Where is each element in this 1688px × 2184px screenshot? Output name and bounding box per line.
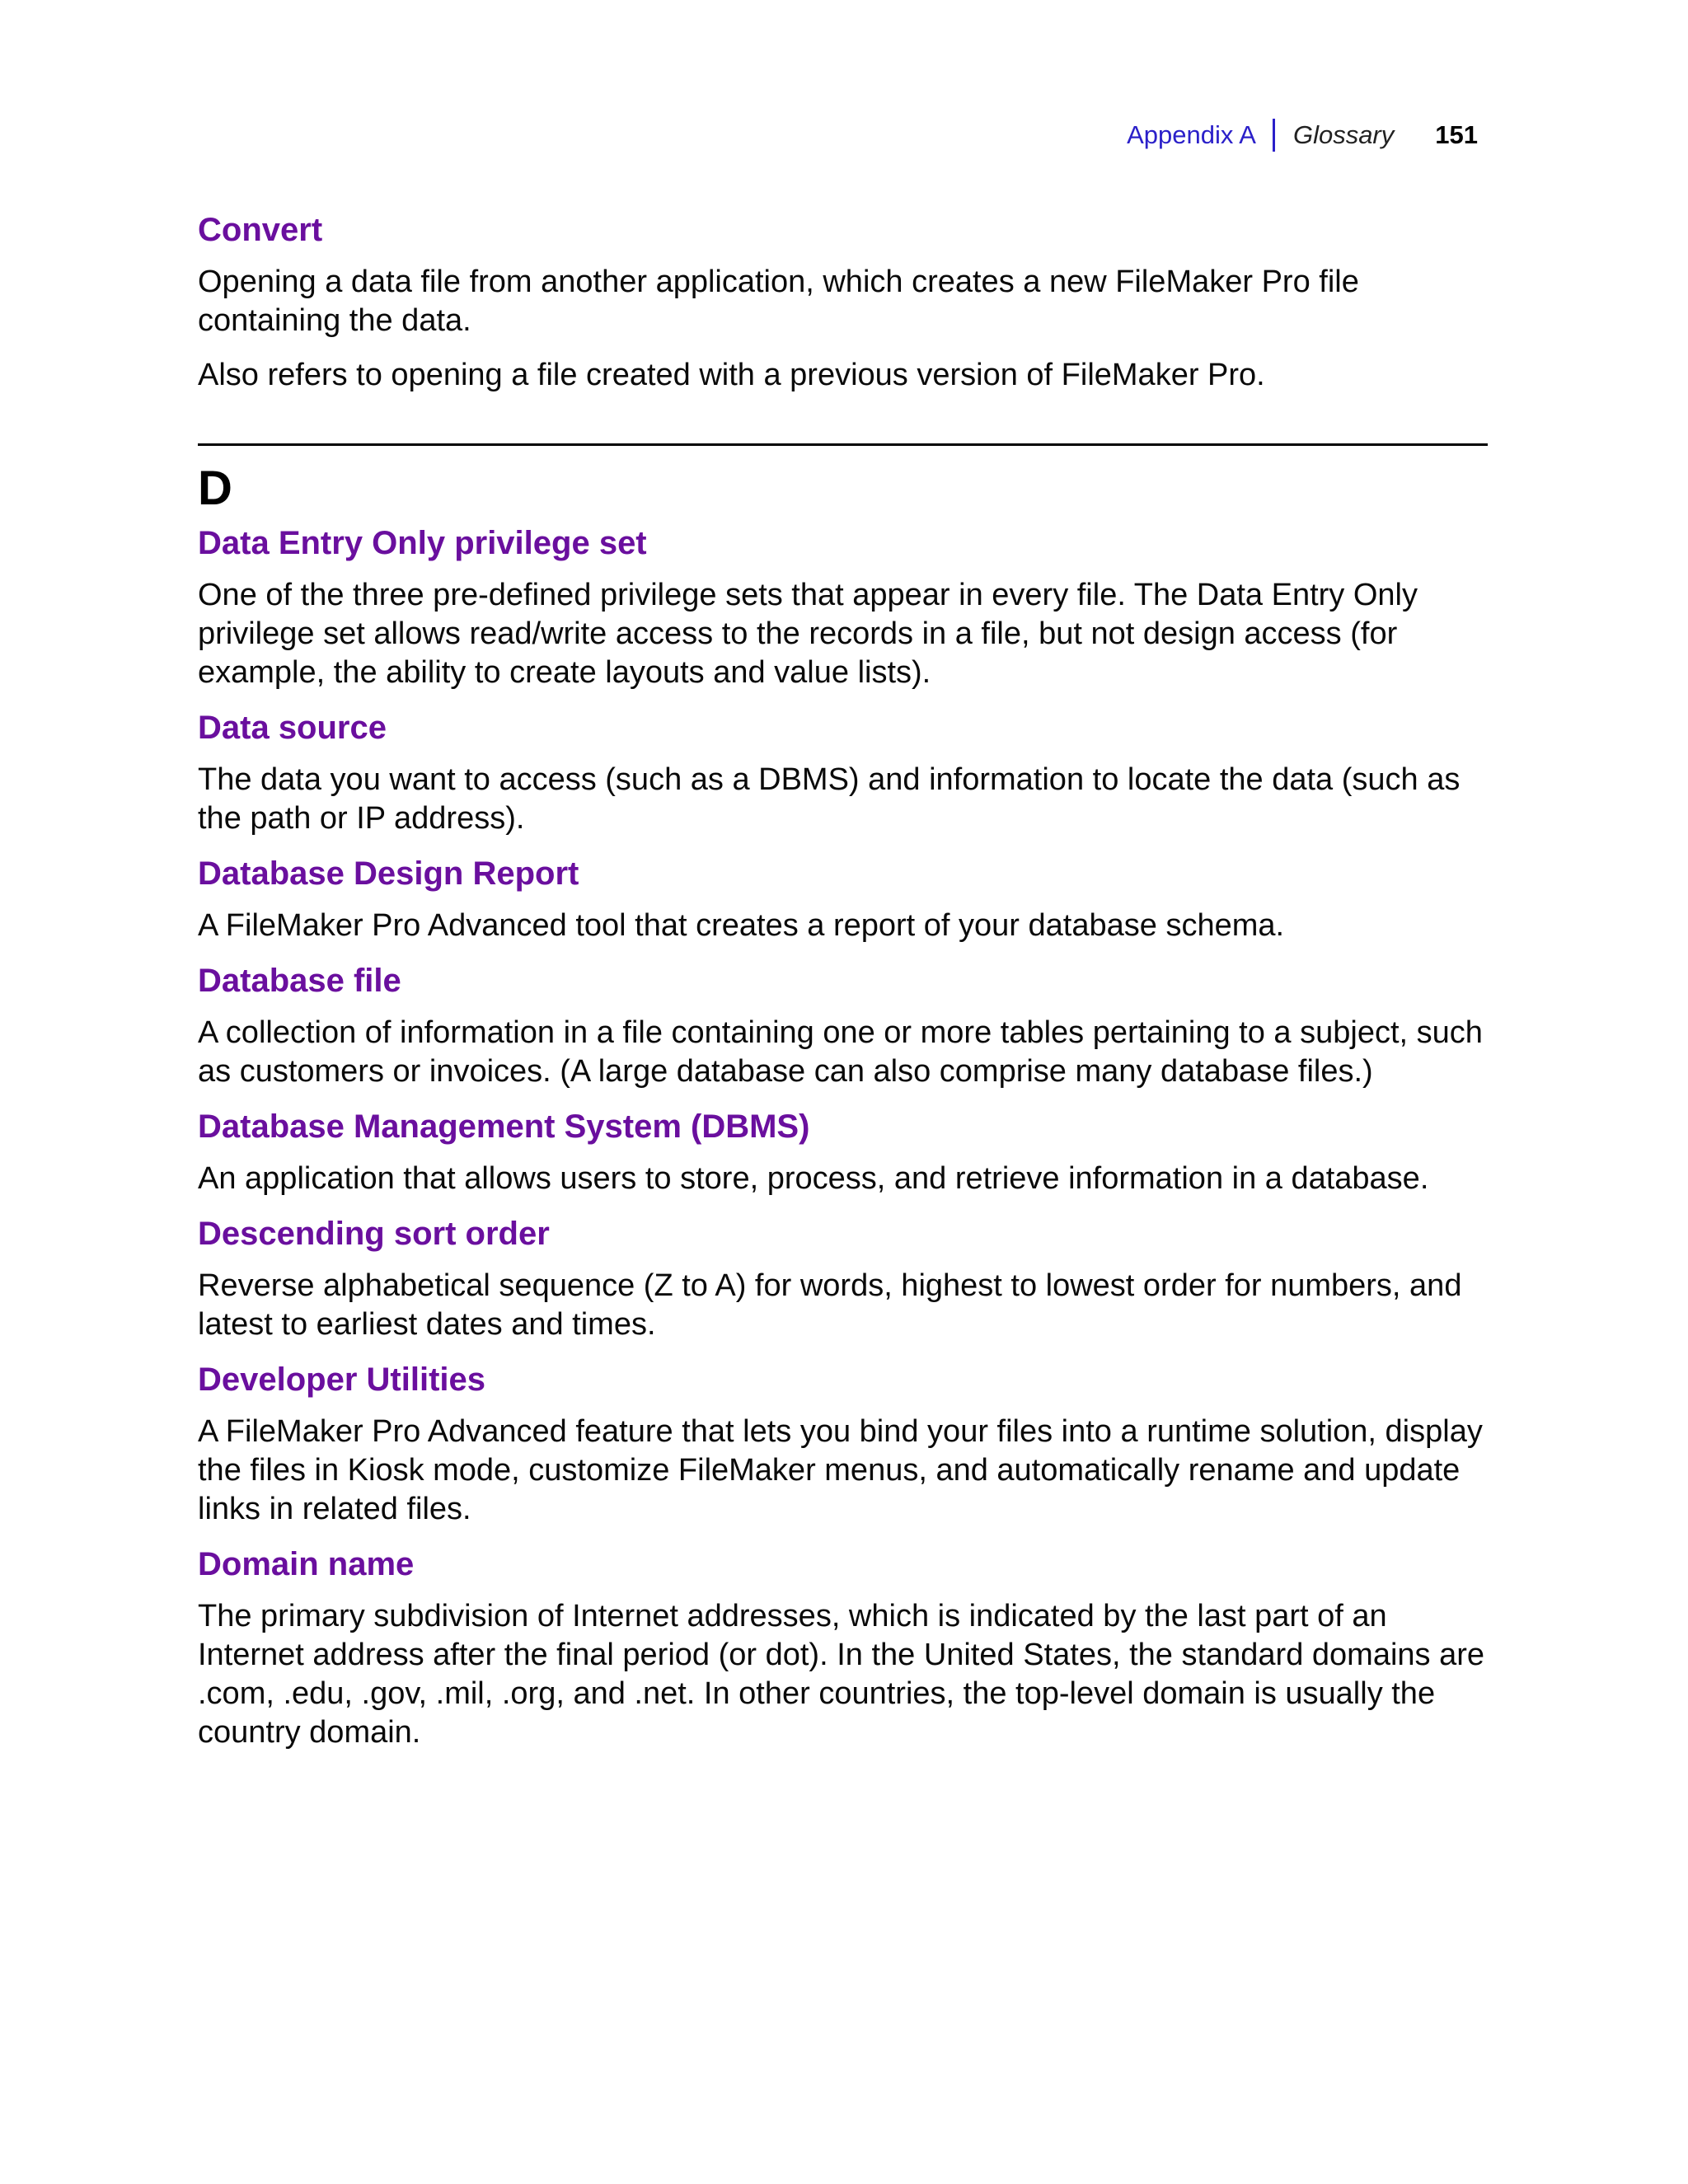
glossary-entry: [198, 708, 1488, 838]
glossary-definition: Opening a data file from another application, which creates a new FileMaker Pro file containing the data.: [198, 265, 1359, 338]
glossary-entry: [198, 961, 1488, 1091]
glossary-entry: [198, 854, 1488, 945]
glossary-term: Descending sort order: [198, 1216, 550, 1252]
header-appendix-link[interactable]: Appendix A: [1127, 120, 1256, 149]
glossary-definition: One of the three pre-defined privilege sets that appear in every file. The Data Entry Only privilege set allows read/write access to the records in a file, but not design access (for example, the ability to create layouts and value lists).: [198, 578, 1418, 690]
glossary-term: Database Design Report: [198, 855, 579, 892]
glossary-entry-convert: [198, 210, 1488, 395]
glossary-entry: [198, 523, 1488, 692]
glossary-entry: [198, 1107, 1488, 1198]
glossary-term: Data source: [198, 710, 387, 746]
glossary-definition: The primary subdivision of Internet addresses, which is indicated by the last part of an Internet address after the final period (or dot). In the United States, the standard domains are .com, .edu, .gov, .mil, .org, and .net. In other countries, the top-level domain is usually the country domain.: [198, 1599, 1485, 1750]
header-divider: [1273, 119, 1275, 152]
running-header: [1127, 115, 1478, 155]
glossary-term: Domain name: [198, 1546, 415, 1582]
glossary-term: Database Management System (DBMS): [198, 1108, 810, 1145]
glossary-term: Developer Utilities: [198, 1361, 486, 1398]
glossary-definition: A collection of information in a file containing one or more tables pertaining to a subject, such as customers or invoices. (A large database can also comprise many database files.): [198, 1015, 1483, 1089]
glossary-term: Data Entry Only privilege set: [198, 525, 647, 561]
page-number: 151: [1435, 120, 1478, 149]
glossary-definition: Also refers to opening a file created with a previous version of FileMaker Pro.: [198, 358, 1265, 392]
glossary-definition: A FileMaker Pro Advanced feature that lets you bind your files into a runtime solution, display the files in Kiosk mode, customize FileMaker menus, and automatically rename and update links in related files.: [198, 1414, 1483, 1526]
glossary-entry: [198, 1360, 1488, 1529]
glossary-entry: [198, 1214, 1488, 1344]
glossary-term: Convert: [198, 212, 323, 248]
glossary-definition: A FileMaker Pro Advanced tool that creates a report of your database schema.: [198, 908, 1285, 943]
spacer: [198, 410, 1488, 443]
glossary-term: Database file: [198, 963, 401, 999]
glossary-definition: An application that allows users to store, process, and retrieve information in a database.: [198, 1161, 1429, 1196]
section-divider: [198, 443, 1488, 446]
glossary-definition: Reverse alphabetical sequence (Z to A) for words, highest to lowest order for numbers, and latest to earliest dates and times.: [198, 1268, 1462, 1342]
glossary-content: [198, 210, 1488, 1768]
section-letter-heading: D: [198, 462, 232, 515]
glossary-entry: [198, 1544, 1488, 1752]
glossary-definition: The data you want to access (such as a DBMS) and information to locate the data (such as the path or IP address).: [198, 762, 1461, 836]
header-chapter-title: Glossary: [1292, 120, 1395, 149]
